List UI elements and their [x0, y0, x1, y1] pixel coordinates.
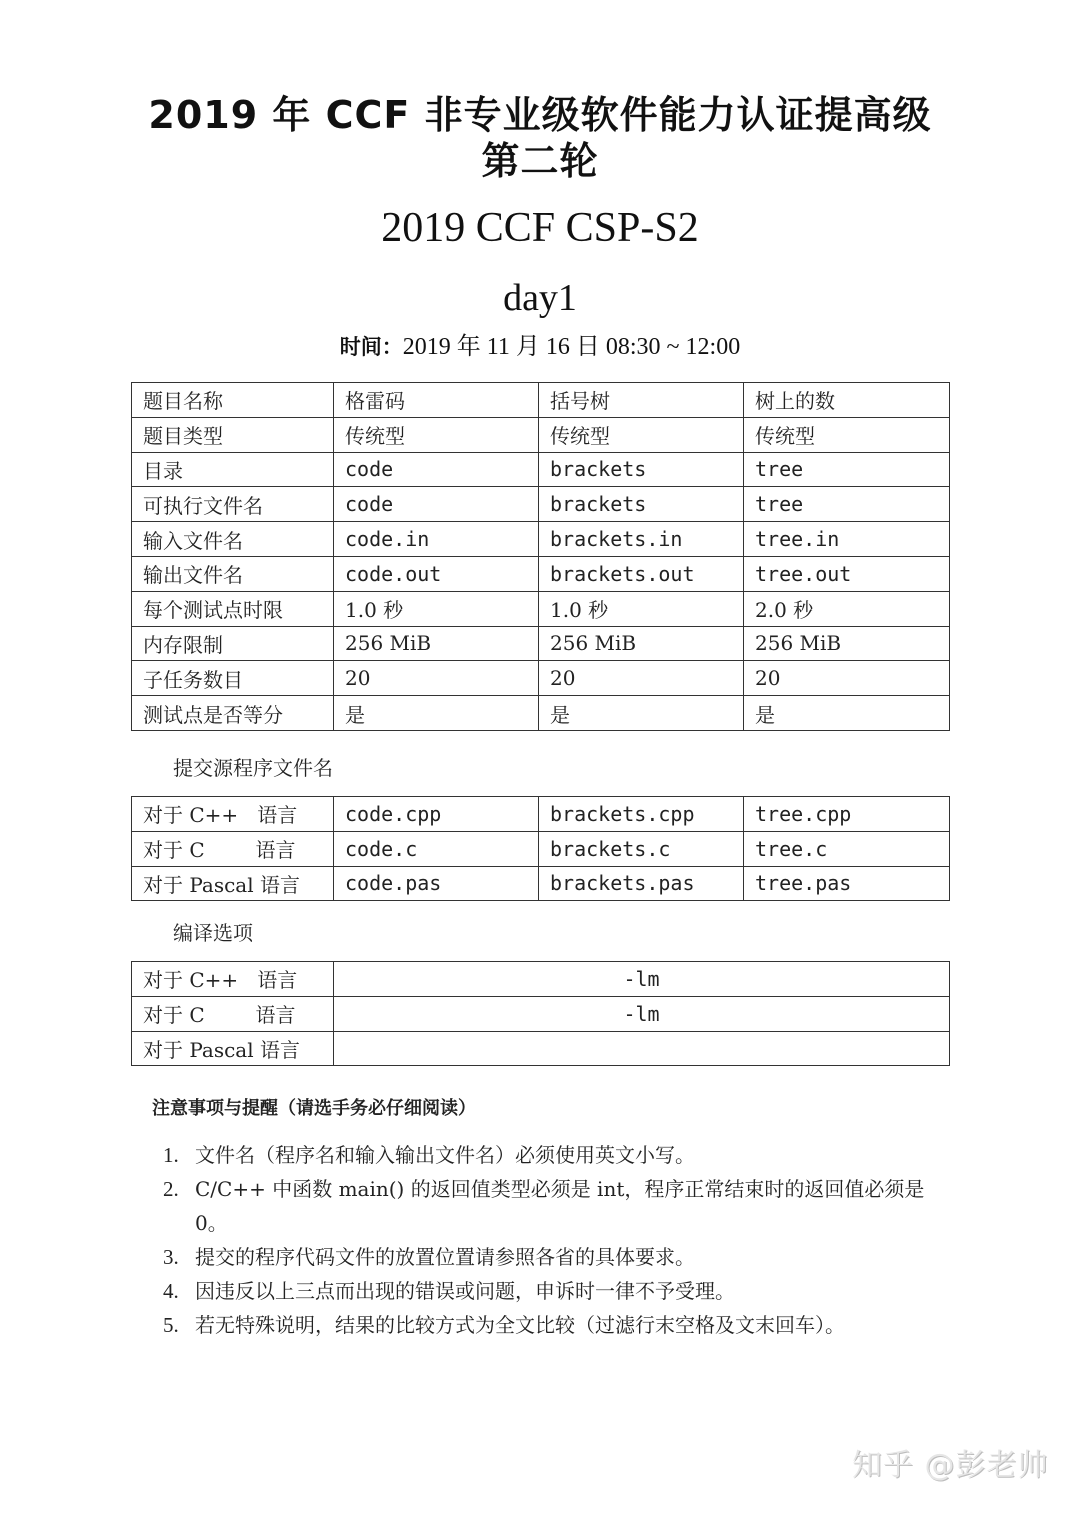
table-row: [132, 452, 950, 487]
time-value: 2019 年 11 月 16 日 08:30 ~ 12:00: [402, 334, 741, 360]
cell-code: code.pas: [334, 866, 539, 901]
table-row: [132, 661, 950, 696]
cell-tree: tree.cpp: [744, 797, 950, 832]
cell-tree: 是: [744, 696, 950, 731]
table-row: [132, 696, 950, 731]
cell-code: code.cpp: [334, 797, 539, 832]
table-row: [132, 962, 950, 997]
source-files-table: [131, 796, 950, 901]
row-label: 内存限制: [132, 626, 334, 661]
row-label: 每个测试点时限: [132, 591, 334, 626]
row-label: 对于 C++ 语言: [132, 962, 334, 997]
row-label: 可执行文件名: [132, 487, 334, 522]
row-label: 对于 C++ 语言: [132, 797, 334, 832]
compile-options-table: [131, 961, 950, 1066]
time-label: 时间：: [339, 335, 403, 359]
zhihu-watermark: 知乎 @彭老帅: [852, 1448, 1049, 1483]
table-row: [132, 996, 950, 1031]
row-label: 题目类型: [132, 417, 334, 452]
notes-title: 注意事项与提醒（请选手务必仔细阅读）: [152, 1098, 476, 1119]
title-line-2: 第二轮: [481, 139, 599, 183]
cell-tree: 传统型: [744, 417, 950, 452]
table-row: [132, 1031, 950, 1066]
row-label: 对于 Pascal 语言: [132, 1031, 334, 1066]
note-text: 若无特殊说明，结果的比较方式为全文比较（过滤行末空格及文末回车）。: [195, 1313, 845, 1337]
note-text: 因违反以上三点而出现的错误或问题，申诉时一律不予受理。: [195, 1279, 735, 1303]
cell-tree: tree.pas: [744, 866, 950, 901]
notes-list: [163, 1138, 963, 1342]
table-row: [132, 866, 950, 901]
table-row: [132, 383, 950, 418]
cell-code: 是: [334, 696, 539, 731]
cell-brackets: 20: [539, 661, 744, 696]
table-row: [132, 797, 950, 832]
cell-brackets: 1.0 秒: [539, 591, 744, 626]
cell-brackets: 括号树: [539, 383, 744, 418]
cell-tree: tree: [744, 452, 950, 487]
table-row: [132, 522, 950, 557]
row-label: 对于 Pascal 语言: [132, 866, 334, 901]
row-label: 对于 C 语言: [132, 996, 334, 1031]
compile-flag: -lm: [334, 996, 950, 1031]
note-item: [163, 1308, 963, 1342]
note-number: 4.: [163, 1279, 179, 1303]
cell-tree: tree.in: [744, 522, 950, 557]
problem-info-table: [131, 382, 950, 731]
cell-brackets: 是: [539, 696, 744, 731]
title-line-1: 2019 年 CCF 非专业级软件能力认证提高级: [148, 93, 932, 137]
cell-code: 20: [334, 661, 539, 696]
cell-brackets: brackets.out: [539, 556, 744, 591]
cell-tree: 2.0 秒: [744, 591, 950, 626]
cell-brackets: brackets.cpp: [539, 797, 744, 832]
row-label: 测试点是否等分: [132, 696, 334, 731]
cell-tree: tree.c: [744, 831, 950, 866]
compile-flag: -lm: [334, 962, 950, 997]
source-files-heading: 提交源程序文件名: [173, 756, 333, 780]
row-label: 目录: [132, 452, 334, 487]
note-item: [163, 1138, 963, 1172]
row-label: 子任务数目: [132, 661, 334, 696]
cell-code: 传统型: [334, 417, 539, 452]
cell-code: code.out: [334, 556, 539, 591]
note-number: 3.: [163, 1245, 179, 1269]
cell-tree: tree.out: [744, 556, 950, 591]
note-number: 1.: [163, 1143, 179, 1167]
note-text: 文件名（程序名和输入输出文件名）必须使用英文小写。: [195, 1143, 695, 1167]
cell-code: code: [334, 487, 539, 522]
note-text: 提交的程序代码文件的放置位置请参照各省的具体要求。: [195, 1245, 695, 1269]
compile-flag: [334, 1031, 950, 1066]
note-text: C/C++ 中函数 main() 的返回值类型必须是 int，程序正常结束时的返回值必须是 0。: [195, 1177, 925, 1235]
row-label: 输出文件名: [132, 556, 334, 591]
cell-brackets: brackets: [539, 487, 744, 522]
cell-tree: 树上的数: [744, 383, 950, 418]
cell-brackets: 256 MiB: [539, 626, 744, 661]
cell-brackets: brackets.c: [539, 831, 744, 866]
cell-code: 1.0 秒: [334, 591, 539, 626]
note-item: [163, 1274, 963, 1308]
contest-subtitle: 2019 CCF CSP-S2: [381, 205, 699, 251]
row-label: 输入文件名: [132, 522, 334, 557]
row-label: 对于 C 语言: [132, 831, 334, 866]
document-title: [0, 92, 1080, 184]
note-number: 5.: [163, 1313, 179, 1337]
note-item: [163, 1240, 963, 1274]
row-label: 题目名称: [132, 383, 334, 418]
cell-brackets: brackets: [539, 452, 744, 487]
table-row: [132, 831, 950, 866]
cell-code: 格雷码: [334, 383, 539, 418]
table-row: [132, 591, 950, 626]
note-item: [163, 1172, 963, 1240]
table-row: [132, 556, 950, 591]
cell-brackets: brackets.pas: [539, 866, 744, 901]
table-row: [132, 626, 950, 661]
cell-tree: 20: [744, 661, 950, 696]
table-row: [132, 487, 950, 522]
cell-tree: tree: [744, 487, 950, 522]
compile-options-heading: 编译选项: [173, 921, 253, 945]
cell-code: code: [334, 452, 539, 487]
cell-tree: 256 MiB: [744, 626, 950, 661]
cell-code: code.in: [334, 522, 539, 557]
note-number: 2.: [163, 1177, 179, 1201]
cell-code: code.c: [334, 831, 539, 866]
cell-brackets: brackets.in: [539, 522, 744, 557]
table-row: [132, 417, 950, 452]
cell-code: 256 MiB: [334, 626, 539, 661]
cell-brackets: 传统型: [539, 417, 744, 452]
day-label: day1: [503, 277, 577, 319]
exam-time: [0, 330, 1080, 364]
